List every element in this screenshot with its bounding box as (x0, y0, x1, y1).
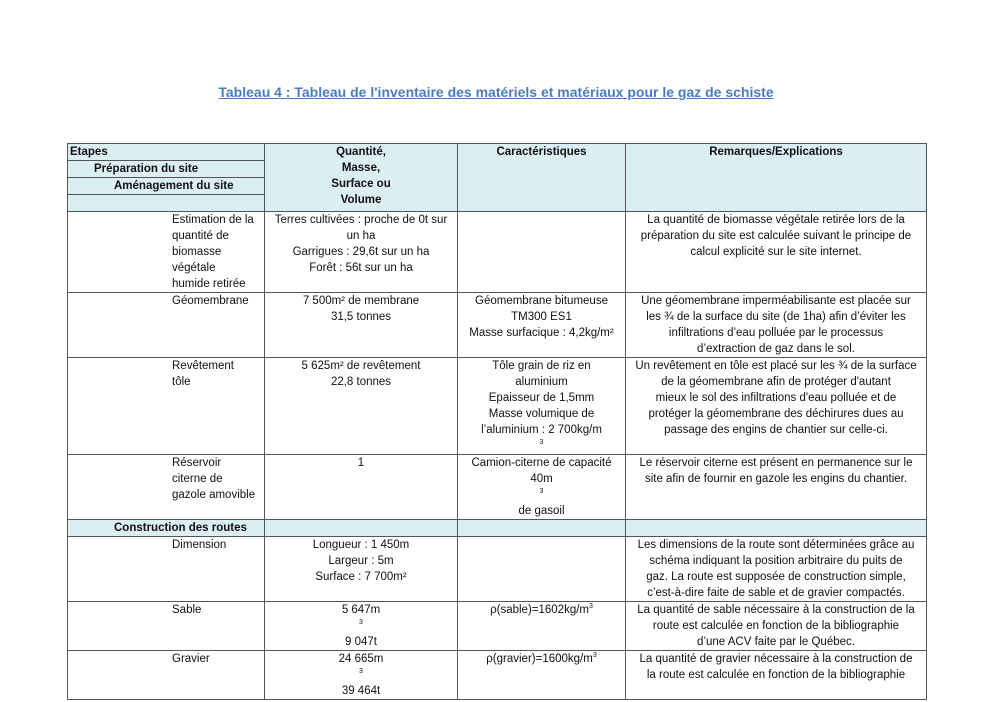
table-row (68, 602, 927, 651)
carac-cell (458, 212, 626, 293)
table-row (68, 358, 927, 455)
quantite-cell: 7 500m² de membrane 31,5 tonnes (265, 293, 458, 358)
header-etapes: Etapes (68, 144, 265, 161)
carac-cell: Tôle grain de riz en aluminium Epaisseur de 1,5mm Masse volumique de l’aluminium : 2 700kg/m $^3$ (458, 358, 626, 455)
header-caracteristiques: Caractéristiques (458, 144, 626, 212)
table-row (68, 293, 927, 358)
header-quantite: Quantité, Masse, Surface ou Volume (265, 144, 458, 212)
table-row (68, 651, 927, 700)
etape-cell: Gravier (68, 651, 265, 700)
etape-cell: Réservoir citerne de gazole amovible (68, 455, 265, 520)
table-row (68, 537, 927, 602)
table-row (68, 455, 927, 520)
carac-cell (458, 537, 626, 602)
inventory-table (67, 143, 927, 700)
remarque-cell: La quantité de gravier nécessaire à la construction de la route est calculée en fonction de la bibliographie (626, 651, 927, 700)
quantite-cell: Longueur : 1 450m Largeur : 5m Surface : 7 700m² (265, 537, 458, 602)
etape-cell: Géomembrane (68, 293, 265, 358)
etape-cell: Revêtement tôle (68, 358, 265, 455)
header-remarques: Remarques/Explications (626, 144, 927, 212)
section-row (68, 520, 927, 537)
remarque-cell: Le réservoir citerne est présent en permanence sur le site afin de fournir en gazole les engins du chantier. (626, 455, 927, 520)
header-amenagement: Aménagement du site (68, 178, 265, 195)
table-header-row (68, 144, 927, 161)
quantite-cell: 5 647m $^3$ 9 047t (265, 602, 458, 651)
quantite-cell: Terres cultivées : proche de 0t sur un ha Garrigues : 29,6t sur un ha Forêt : 56t sur un ha (265, 212, 458, 293)
carac-cell: Géomembrane bitumeuse TM300 ES1 Masse surfacique : 4,2kg/m² (458, 293, 626, 358)
quantite-cell: 24 665m $^3$ 39 464t (265, 651, 458, 700)
etape-cell: Dimension (68, 537, 265, 602)
header-preparation: Préparation du site (68, 161, 265, 178)
header-spacer (68, 195, 265, 212)
remarque-cell: Une géomembrane imperméabilisante est placée sur les ¾ de la surface du site (de 1ha) afin d’éviter les infiltrations d’eau polluée par le processus d’extraction de gaz dans le sol. (626, 293, 927, 358)
remarque-cell: Un revêtement en tôle est placé sur les ¾ de la surface de la géomembrane afin de protéger d'autant mieux le sol des infiltrations d'eau polluée et de protéger la géomembrane des déchirures dues au passage des engins de chantier sur celle-ci. (626, 358, 927, 455)
page-title: Tableau 4 : Tableau de l'inventaire des matériels et matériaux pour le gaz de schiste (218, 84, 774, 100)
table-row (68, 212, 927, 293)
carac-cell: Camion-citerne de capacité 40m $^3$ de gasoil (458, 455, 626, 520)
remarque-cell: La quantité de sable nécessaire à la construction de la route est calculée en fonction de la bibliographie d’une ACV faite par le Québec. (626, 602, 927, 651)
etape-cell: Sable (68, 602, 265, 651)
section-routes-label: Construction des routes (68, 520, 265, 537)
carac-cell: $\rho(gravier)=1600kg/m^3$ (458, 651, 626, 700)
remarque-cell: La quantité de biomasse végétale retirée lors de la préparation du site est calculée suivant le principe de calcul explicité sur le site internet. (626, 212, 927, 293)
etape-cell: Estimation de la quantité de biomasse végétale humide retirée (68, 212, 265, 293)
quantite-cell: 1 (265, 455, 458, 520)
remarque-cell: Les dimensions de la route sont déterminées grâce au schéma indiquant la position arbitraire du puits de gaz. La route est supposée de construction simple, c’est-à-dire faite de sable et de gravier compactés. (626, 537, 927, 602)
carac-cell: $\rho(sable)=1602kg/m^3$ (458, 602, 626, 651)
quantite-cell: 5 625m² de revêtement 22,8 tonnes (265, 358, 458, 455)
